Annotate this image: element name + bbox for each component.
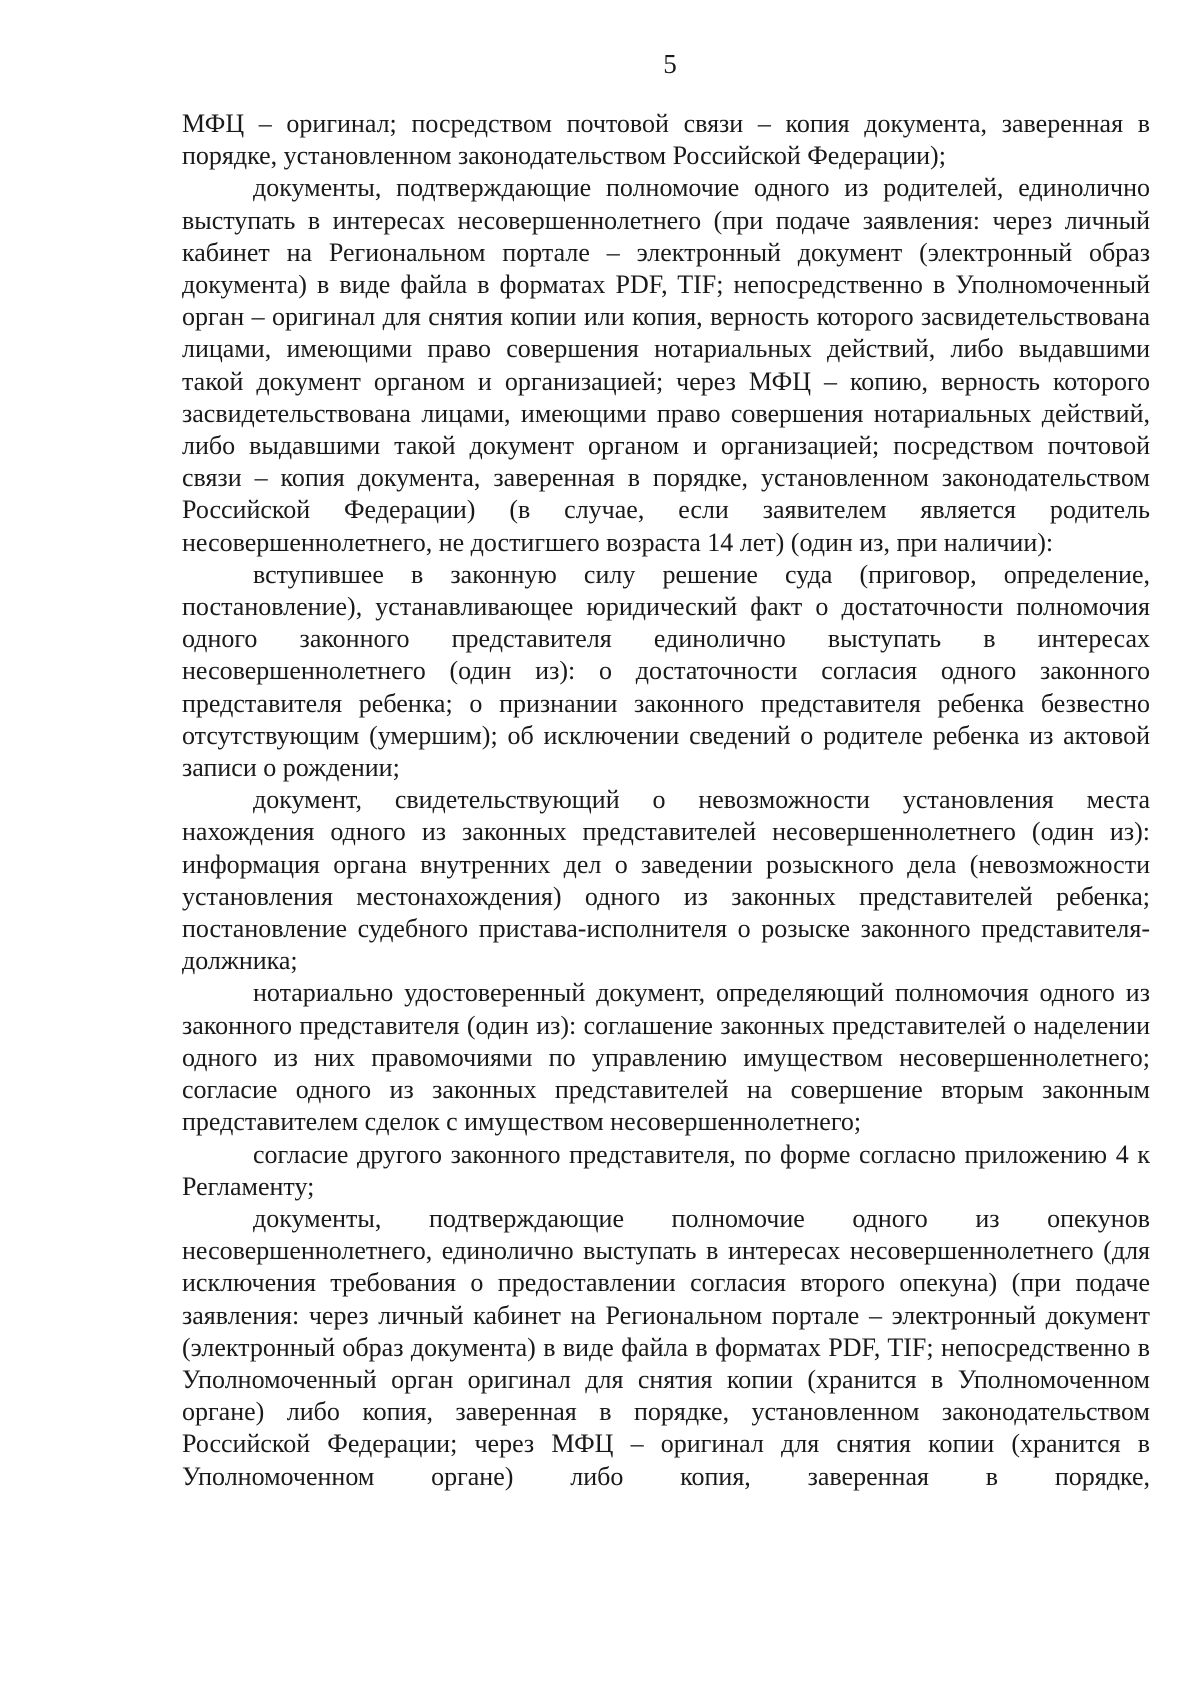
page-number: 5 — [663, 49, 677, 79]
paragraph: нотариально удостоверенный документ, определяющий полномочия одного из законного представителя (один из): соглашение законных представителей о наделении одного из них правомочиями по управлению имуществом несовершеннолетнего; согласие одного из законных представителей на совершение вторым законным представителем сделок с имуществом несовершеннолетнего; — [182, 978, 1150, 1137]
paragraph: МФЦ – оригинал; посредством почтовой связи – копия документа, заверенная в порядке, установленном законодательством Российской Федерации); — [182, 109, 1150, 171]
paragraph: согласие другого законного представителя, по форме согласно приложению 4 к Регламенту; — [182, 1139, 1150, 1201]
paragraph: документы, подтверждающие полномочие одного из родителей, единолично выступать в интересах несовершеннолетнего (при подаче заявления: через личный кабинет на Региональном портале – электронный документ (электронный образ документа) в виде файла в форматах PDF, TIF; непосредственно в Уполномоченный орган – оригинал для снятия копии или копия, верность которого засвидетельствована лицами, имеющими право совершения нотариальных действий, либо выдавшими такой документ органом и организацией; через МФЦ – копию, верность которого засвидетельствована лицами, имеющими право совершения нотариальных действий, либо выдавшими такой документ органом и организацией; посредством почтовой связи – копия документа, заверенная в порядке, установленном законодательством Российской Федерации) (в случае, если заявителем является родитель несовершеннолетнего, не достигшего возраста 14 лет) (один из, при наличии): — [182, 173, 1150, 557]
paragraph: документы, подтверждающие полномочие одного из опекунов несовершеннолетнего, единолично выступать в интересах несовершеннолетнего (для исключения требования о предоставлении согласия второго опекуна) (при подаче заявления: через личный кабинет на Региональном портале – электронный документ (электронный образ документа) в виде файла в форматах PDF, TIF; непосредственно в Уполномоченный орган оригинал для снятия копии (хранится в Уполномоченном органе) либо копия, заверенная в порядке, установленном законодательством Российской Федерации; через МФЦ – оригинал для снятия копии (хранится в Уполномоченном органе) либо копия, заверенная в порядке, — [182, 1203, 1150, 1491]
document-body — [182, 108, 1150, 1493]
paragraph: документ, свидетельствующий о невозможности установления места нахождения одного из законных представителей несовершеннолетнего (один из): информация органа внутренних дел о заведении розыскного дела (невозможности установления местонахождения) одного из законных представителей ребенка; постановление судебного пристава-исполнителя о розыске законного представителя-должника; — [182, 785, 1150, 976]
paragraph: вступившее в законную силу решение суда (приговор, определение, постановление), устанавливающее юридический факт о достаточности полномочия одного законного представителя единолично выступать в интересах несовершеннолетнего (один из): о достаточности согласия одного законного представителя ребенка; о признании законного представителя ребенка безвестно отсутствующим (умершим); об исключении сведений о родителе ребенка из актовой записи о рождении; — [182, 559, 1150, 783]
